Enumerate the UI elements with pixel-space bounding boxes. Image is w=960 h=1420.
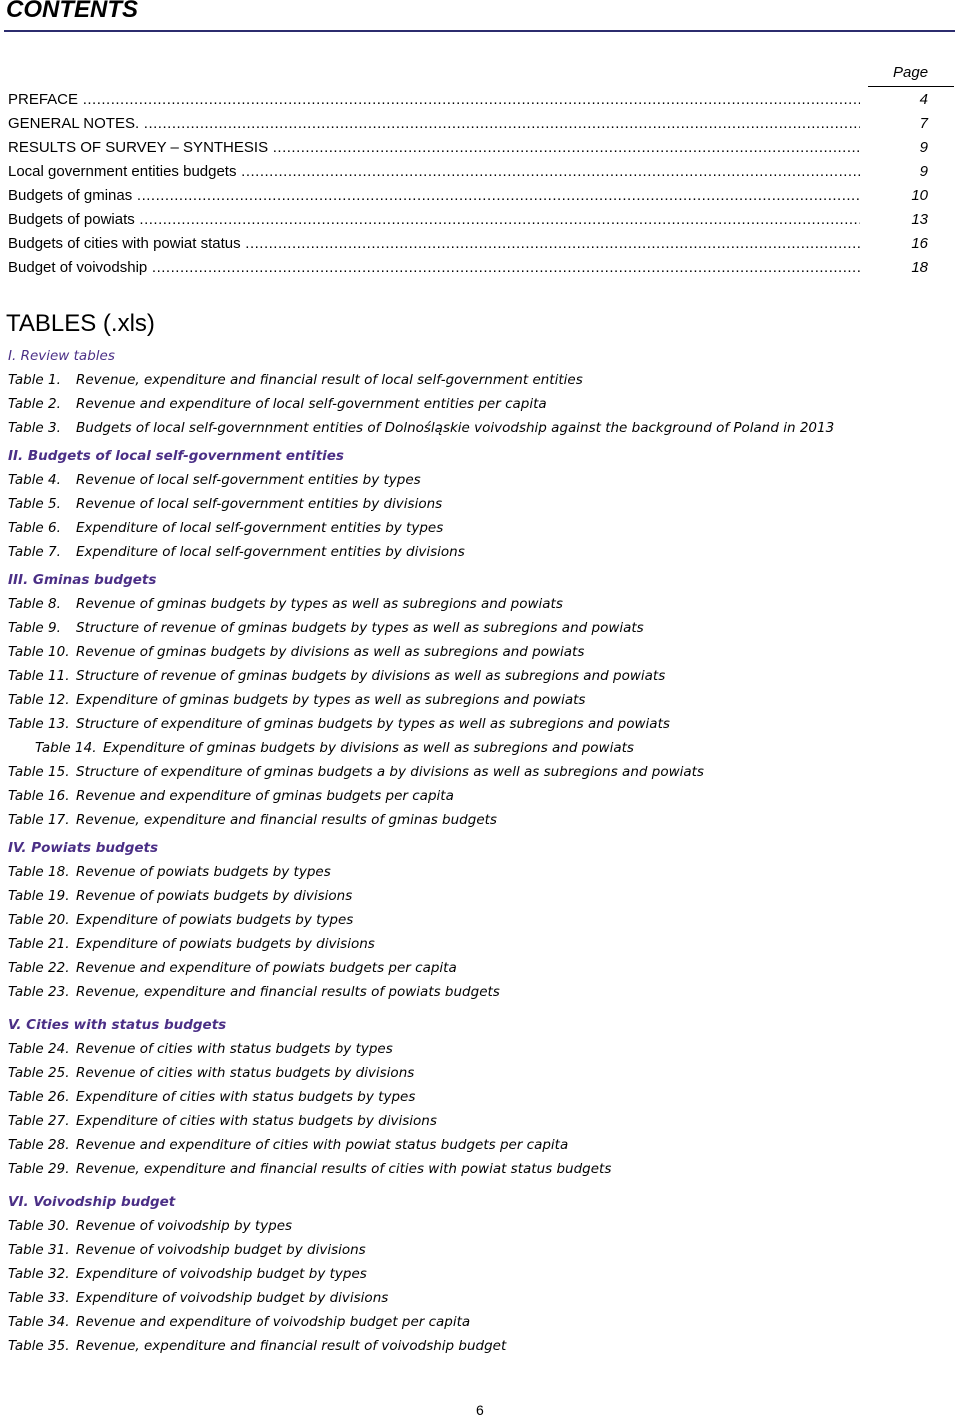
table-entry-title: Revenue, expenditure and financial results of powiats budgets <box>76 984 500 1000</box>
table-entry-title: Revenue, expenditure and financial result of local self-government entities <box>76 372 583 388</box>
table-entry-number: Table 15. <box>8 764 70 780</box>
table-entry[interactable] <box>8 596 563 612</box>
table-entry[interactable] <box>8 1290 388 1306</box>
table-entry-title: Revenue, expenditure and financial results of cities with powiat status budgets <box>76 1161 612 1177</box>
table-entry-title: Revenue of cities with status budgets by types <box>76 1041 393 1057</box>
toc-entry-page: 9 <box>919 163 928 180</box>
table-entry-number: Table 17. <box>8 812 70 828</box>
table-entry-number: Table 29. <box>8 1161 70 1177</box>
toc-entry-page: 16 <box>911 235 928 252</box>
toc-entry[interactable] <box>8 232 960 256</box>
table-entry-title: Revenue of local self-government entities by types <box>76 472 421 488</box>
toc-entry-label: Budget of voivodship ..... <box>8 256 860 280</box>
table-entry-number: Table 6. <box>8 520 61 536</box>
table-entry-title: Revenue of voivodship by types <box>76 1218 293 1234</box>
table-entry[interactable] <box>8 960 457 976</box>
table-entry-number: Table 14. <box>35 740 97 756</box>
table-entry[interactable] <box>35 740 634 756</box>
table-entry[interactable] <box>8 764 704 780</box>
table-entry-number: Table 26. <box>8 1089 70 1105</box>
table-entry-title: Expenditure of voivodship budget by divisions <box>76 1290 389 1306</box>
toc-entry-label: Budgets of powiats ..... <box>8 208 860 232</box>
table-entry-number: Table 33. <box>8 1290 70 1306</box>
toc-entry-page: 4 <box>919 91 928 108</box>
table-entry-title: Expenditure of powiats budgets by types <box>76 912 354 928</box>
page-title: CONTENTS <box>6 0 138 23</box>
table-entry[interactable] <box>8 936 375 952</box>
toc-entry[interactable] <box>8 112 960 136</box>
table-entry-number: Table 22. <box>8 960 70 976</box>
toc-entry-label: Budgets of gminas ..... <box>8 184 860 208</box>
section-title: I. Review tables <box>8 348 115 364</box>
table-entry[interactable] <box>8 620 644 636</box>
toc-entry-page: 10 <box>911 187 928 204</box>
table-entry[interactable] <box>8 496 442 512</box>
table-entry-number: Table 11. <box>8 668 70 684</box>
toc-entry[interactable] <box>8 88 960 112</box>
table-entry-number: Table 18. <box>8 864 70 880</box>
section-title: II. Budgets of local self-government entities <box>8 448 344 464</box>
table-entry[interactable] <box>8 692 585 708</box>
table-entry-number: Table 21. <box>8 936 70 952</box>
table-entry-title: Expenditure of local self-government entities by divisions <box>76 544 465 560</box>
table-entry-title: Budgets of local self-governnment entities of Dolnośląskie voivodship against the background of Poland in 2013 <box>76 420 835 436</box>
table-entry[interactable] <box>8 420 834 436</box>
table-entry-title: Structure of revenue of gminas budgets by divisions as well as subregions and powiats <box>76 668 666 684</box>
toc-entry[interactable] <box>8 184 960 208</box>
toc-entry[interactable] <box>8 208 960 232</box>
table-entry[interactable] <box>8 1041 393 1057</box>
section-title: V. Cities with status budgets <box>8 1017 227 1033</box>
table-entry-title: Expenditure of powiats budgets by divisions <box>76 936 375 952</box>
table-entry-number: Table 4. <box>8 472 61 488</box>
table-entry[interactable] <box>8 1137 568 1153</box>
table-entry-number: Table 1. <box>8 372 61 388</box>
table-entry[interactable] <box>8 716 670 732</box>
table-entry-number: Table 13. <box>8 716 70 732</box>
table-entry[interactable] <box>8 1314 470 1330</box>
table-entry[interactable] <box>8 984 500 1000</box>
toc-entry-label: Budgets of cities with powiat status ..... <box>8 232 860 256</box>
table-entry-number: Table 23. <box>8 984 70 1000</box>
table-entry-number: Table 5. <box>8 496 61 512</box>
table-entry[interactable] <box>8 544 465 560</box>
table-entry-number: Table 35. <box>8 1338 70 1354</box>
table-entry-title: Revenue and expenditure of gminas budgets per capita <box>76 788 454 804</box>
table-entry-title: Revenue of gminas budgets by divisions as well as subregions and powiats <box>76 644 585 660</box>
table-entry[interactable] <box>8 644 584 660</box>
table-entry-title: Revenue, expenditure and financial result of voivodship budget <box>76 1338 507 1354</box>
table-entry[interactable] <box>8 1266 367 1282</box>
table-entry[interactable] <box>8 1338 506 1354</box>
table-entry[interactable] <box>8 812 497 828</box>
table-entry-title: Revenue and expenditure of powiats budgets per capita <box>76 960 457 976</box>
table-entry-title: Structure of expenditure of gminas budgets a by divisions as well as subregions and powiats <box>76 764 704 780</box>
table-entry[interactable] <box>8 668 665 684</box>
table-entry-title: Expenditure of local self-government entities by types <box>76 520 444 536</box>
page-number: 6 <box>476 1402 484 1418</box>
table-entry-number: Table 34. <box>8 1314 70 1330</box>
table-entry-title: Expenditure of gminas budgets by divisions as well as subregions and powiats <box>103 740 634 756</box>
table-entry-title: Revenue of local self-government entities by divisions <box>76 496 443 512</box>
tables-heading: TABLES (.xls) <box>6 310 155 337</box>
table-entry-number: Table 16. <box>8 788 70 804</box>
toc-entry-label: PREFACE ..... <box>8 88 860 112</box>
table-entry-title: Revenue and expenditure of cities with powiat status budgets per capita <box>76 1137 569 1153</box>
table-entry-number: Table 28. <box>8 1137 70 1153</box>
table-entry-title: Structure of revenue of gminas budgets by types as well as subregions and powiats <box>76 620 644 636</box>
toc-entry[interactable] <box>8 160 960 184</box>
table-entry-number: Table 3. <box>8 420 61 436</box>
table-entry[interactable] <box>8 396 547 412</box>
section-title: III. Gminas budgets <box>8 572 157 588</box>
table-entry-title: Expenditure of cities with status budgets by types <box>76 1089 416 1105</box>
table-entry-number: Table 32. <box>8 1266 70 1282</box>
table-entry-number: Table 30. <box>8 1218 70 1234</box>
toc-entry-page: 9 <box>919 139 928 156</box>
toc-entry[interactable] <box>8 256 960 280</box>
toc-entry-page: 7 <box>919 115 928 132</box>
table-entry[interactable] <box>8 472 421 488</box>
table-entry[interactable] <box>8 1113 437 1129</box>
table-entry[interactable] <box>8 1218 292 1234</box>
table-entry-title: Revenue and expenditure of voivodship budget per capita <box>76 1314 471 1330</box>
table-entry-number: Table 2. <box>8 396 61 412</box>
toc-entry-page: 18 <box>911 259 928 276</box>
toc-entry-label: RESULTS OF SURVEY – SYNTHESIS ..... <box>8 136 860 160</box>
table-entry[interactable] <box>8 1242 366 1258</box>
table-entry-number: Table 25. <box>8 1065 70 1081</box>
table-entry-number: Table 19. <box>8 888 70 904</box>
table-entry-title: Structure of expenditure of gminas budgets by types as well as subregions and powiats <box>76 716 670 732</box>
title-underline <box>4 30 955 32</box>
table-entry-title: Revenue of gminas budgets by types as well as subregions and powiats <box>76 596 563 612</box>
table-entry[interactable] <box>8 912 353 928</box>
table-entry-title: Revenue and expenditure of local self-government entities per capita <box>76 396 547 412</box>
table-entry-number: Table 27. <box>8 1113 70 1129</box>
table-entry-number: Table 12. <box>8 692 70 708</box>
page-column-header: Page <box>893 64 929 81</box>
table-entry-title: Revenue of powiats budgets by divisions <box>76 888 353 904</box>
table-entry-title: Revenue of voivodship budget by divisions <box>76 1242 366 1258</box>
table-entry[interactable] <box>8 1161 611 1177</box>
page-column-underline <box>868 86 954 87</box>
table-entry-title: Revenue of cities with status budgets by divisions <box>76 1065 415 1081</box>
toc-entry-label: GENERAL NOTES. ..... <box>8 112 860 136</box>
table-entry-title: Expenditure of voivodship budget by types <box>76 1266 367 1282</box>
table-entry[interactable] <box>8 864 331 880</box>
section-title: VI. Voivodship budget <box>8 1194 176 1210</box>
table-entry-title: Revenue of powiats budgets by types <box>76 864 331 880</box>
toc-entry-page: 13 <box>911 211 928 228</box>
table-entry-number: Table 10. <box>8 644 70 660</box>
table-entry-title: Expenditure of gminas budgets by types as well as subregions and powiats <box>76 692 586 708</box>
table-entry-number: Table 8. <box>8 596 61 612</box>
toc-entry[interactable] <box>8 136 960 160</box>
table-entry-number: Table 24. <box>8 1041 70 1057</box>
toc-entry-label: Local government entities budgets ..... <box>8 160 860 184</box>
table-entry-title: Expenditure of cities with status budgets by divisions <box>76 1113 437 1129</box>
table-entry[interactable] <box>8 788 454 804</box>
table-entry[interactable] <box>8 888 352 904</box>
table-entry[interactable] <box>8 1089 415 1105</box>
section-title: IV. Powiats budgets <box>8 840 159 856</box>
table-entry[interactable] <box>8 1065 414 1081</box>
table-entry-title: Revenue, expenditure and financial results of gminas budgets <box>76 812 497 828</box>
table-entry-number: Table 31. <box>8 1242 70 1258</box>
table-entry-number: Table 9. <box>8 620 61 636</box>
table-entry-number: Table 7. <box>8 544 61 560</box>
table-entry[interactable] <box>8 520 443 536</box>
table-entry-number: Table 20. <box>8 912 70 928</box>
table-entry[interactable] <box>8 372 583 388</box>
